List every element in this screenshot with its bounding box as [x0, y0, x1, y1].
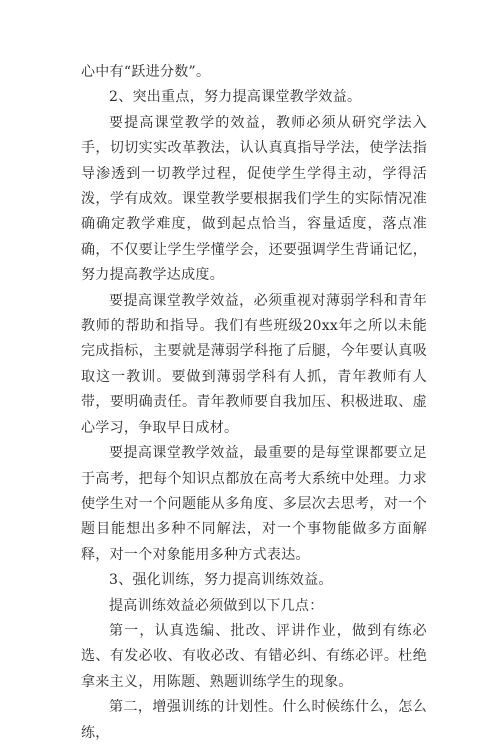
paragraph-point-one: 第一，认真选编、批改、评讲作业，做到有练必选、有发必收、有收必改、有错必纠、有练必评。杜绝拿来主义，用陈题、熟题训练学生的现象。 [81, 622, 427, 690]
section-heading-2: 2、突出重点，努力提高课堂教学效益。 [109, 89, 362, 106]
paragraph-continuation: 心中有“跃进分数”。 [81, 64, 211, 80]
document-body [81, 60, 427, 746]
section-heading-3: 3、强化训练，努力提高训练效益。 [109, 572, 333, 589]
paragraph-weak-subjects: 要提高课堂教学效益，必须重视对薄弱学科和青年教师的帮助和指导。我们有些班级20xx年之所以未能完成指标，主要就是薄弱学科拖了后腿，今年要认真吸取这一教训。要做到薄弱学科有人抓，青年教师有人带，要明确责任。青年教师要自我加压、积极进取、虚心学习，争取早日成材。 [81, 292, 427, 436]
paragraph-point-two: 第二，增强训练的计划性。什么时候练什么，怎么练， [81, 699, 427, 741]
paragraph-training-intro: 提高训练效益必须做到以下几点： [109, 597, 324, 614]
paragraph-teaching-efficiency: 要提高课堂教学的效益，教师必须从研究学法入手，切切实实改革教法，认认真真指导学法，使学法指导渗透到一切教学过程，促使学生学得主动，学得活泼，学有成效。课堂教学要根据我们学生的实际情况准确确定教学难度，做到起点恰当，容量适度，落点准确，不仅要让学生学懂学会，还要强调学生背诵记忆，努力提高教学达成度。 [81, 114, 427, 284]
paragraph-gaokao-focus: 要提高课堂教学效益，最重要的是每堂课都要立足于高考，把每个知识点都放在高考大系统中处理。力求使学生对一个问题能从多角度、多层次去思考，对一个题目能想出多种不同解法，对一个事物能做多方面解释，对一个对象能用多种方式表达。 [81, 445, 427, 563]
